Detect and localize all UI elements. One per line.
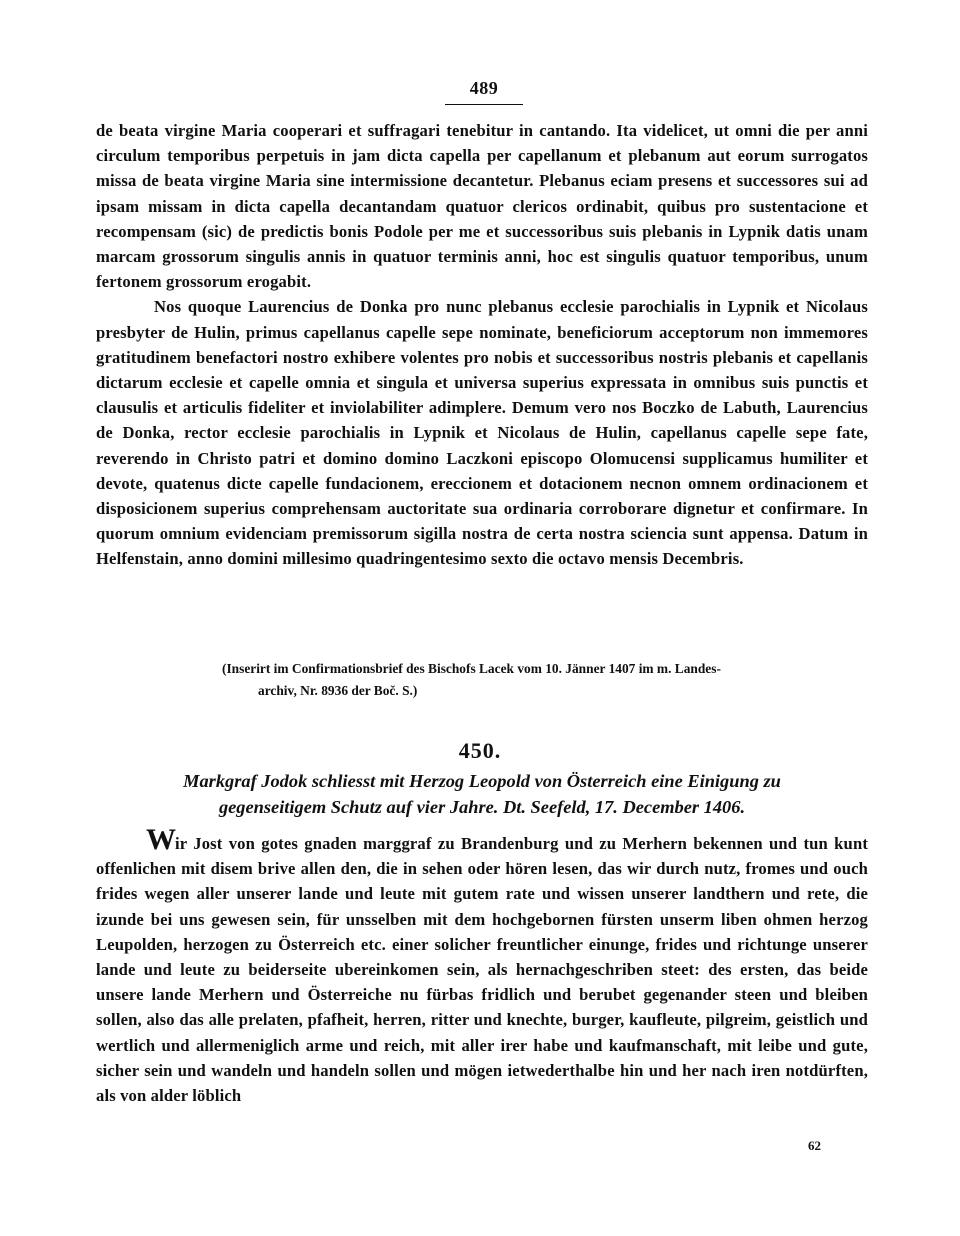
printer-signature-mark: 62 [808,1138,821,1153]
drop-initial: W [146,823,175,856]
source-note [222,658,868,702]
paragraph-confirmation-request: Nos quoque Laurencius de Donka pro nunc plebanus ecclesie parochialis in Lypnik et Nicolaus presbyter de Hulin, primus capellanus capelle sepe nominate, beneficiorum acceptorum non immemores gratitudinem benefactori nostro exhibere volentes pro nobis et successoribus nostris plebanis et capellanis dictarum ecclesie et capelle omnia et singula et universa superius expressata in omnibus suis punctis et clausulis et articulis fideliter et inviolabiliter adimplere. Demum vero nos Boczko de Labuth, Laurencius de Donka, rector ecclesie parochialis in Lypnik et Nicolaus de Hulin, capellanus capelle sepe fate, reverendo in Christo patri et domino domino Laczkoni episcopo Olomucensi supplicamus humiliter et devote, quatenus dicte capelle fundacionem, ereccionem et dotacionem necnon omnem ordinacionem et disposicionem superius comprehensam auctoritate sua ordinaria corroborare dignetur et confirmare. In quorum omnium evidenciam premissorum sigilla nostra de certa nostra sciencia sunt appensa. Datum in Helfenstain, anno domini millesimo quadringentesimo sexto die octavo mensis Decembris. [96,297,868,569]
charter-title [96,768,868,820]
charter-body-paragraph [96,823,868,1108]
charter-body-text: ir Jost von gotes gnaden marggraf zu Brandenburg und zu Merhern bekennen und tun kunt offenlichen mit disem brive allen den, die in sehen oder hören lesen, das wir durch nutz, fromes und ouch frides wegen aller unserer lande und leute mit gutem rate und wissen unserer landthern und rete, die izunde bei uns gewesen sein, für unsselben mit dem hochgebornen fürsten unserm liben ohmen herzog Leupolden, herzogen zu Österreich etc. einer solicher freuntlicher einunge, frides und richtunge unserer lande und leute zu beiderseite ubereinkomen sein, als hernachgeschriben steet: des ersten, das beide unsere lande Merhern und Österreiche nu fürbas fridlich und berubet gegenander steen und bleiben sollen, also das alle prelaten, pfafheit, herren, ritter und knechte, burger, kaufleute, pilgreim, geistlich und wertlich und allermeniglich arme und reich, mit aller irer habe und kaufmanschaft, mit leibe und gute, sicher sein und wandeln und handeln sollen und mögen ietwederthalbe hin und her nach iren notdürften, als von alder löblich [96,834,868,1106]
charter-number: 450. [458,738,502,763]
charter-title-line-2: gegenseitigem Schutz auf vier Jahre. Dt. Seefeld, 17. December 1406. [218,797,746,817]
source-note-line-2: archiv, Nr. 8936 der Boč. S.) [258,683,418,698]
page-number-rule [445,104,523,105]
source-note-line-1: (Inserirt im Confirmationsbrief des Bischofs Lacek vom 10. Jänner 1407 im m. Landes- [222,661,721,676]
charter-title-line-1: Markgraf Jodok schliesst mit Herzog Leopold von Österreich eine Einigung zu [183,771,781,791]
charter-text [96,823,868,1108]
previous-charter-text [96,118,868,572]
paragraph-foundation-terms: de beata virgine Maria cooperari et suffragari tenebitur in cantando. Ita videlicet, ut omni die per anni circulum temporibus perpetuis in jam dicta capella per capellanum et plebanum aut eorum surrogatos missa de beata virgine Maria sine intermissione decantetur. Plebanus eciam presens et successores sui ad ipsam missam in dicta capella decantandam quatuor clericos ordinabit, quibus pro sustentacione et recompensam (sic) de predictis bonis Podole per me et successoribus suis plebanis in Lypnik datis unam marcam grossorum singulis annis in quatuor terminis anni, hoc est singulis quatuor temporibus, unum fertonem grossorum erogabit. [96,121,868,292]
page-number: 489 [469,78,499,98]
